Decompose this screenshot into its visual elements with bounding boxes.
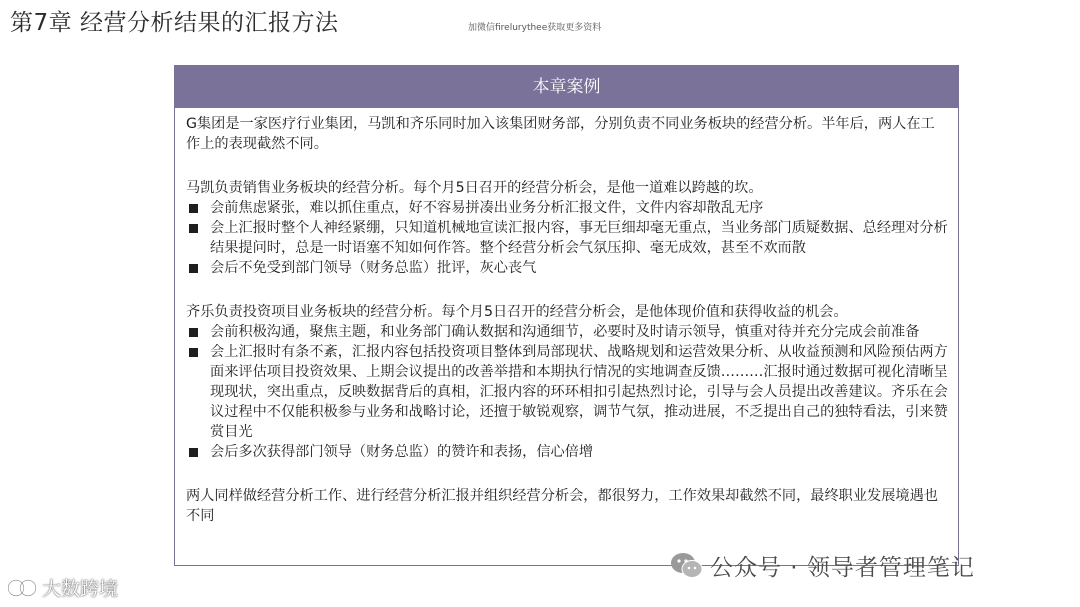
square-bullet-icon — [189, 264, 198, 273]
brand-watermark-text: 大数跨境 — [42, 578, 119, 600]
square-bullet-icon — [189, 328, 198, 337]
brand-watermark — [8, 574, 118, 601]
wechat-icon — [670, 551, 704, 581]
qile-bullet-list — [186, 322, 948, 462]
makai-bullet-list — [186, 198, 948, 278]
makai-lead: 马凯负责销售业务板块的经营分析。每个月5日召开的经营分析会，是他一道难以跨越的坎。 — [186, 180, 763, 196]
case-card — [174, 65, 959, 566]
list-item — [186, 342, 948, 442]
card-body — [175, 108, 958, 526]
conclusion-paragraph: 两人同样做经营分析工作、进行经营分析汇报并组织经营分析会，都很努力，工作效果却截然不同，最终职业发展境遇也不同 — [186, 488, 938, 524]
bullet-text: 会前积极沟通，聚焦主题，和业务部门确认数据和沟通细节，必要时及时请示领导，慎重对待并充分完成会前准备 — [210, 324, 920, 340]
wechat-watermark-text: 公众号 · 领导者管理笔记 — [710, 555, 975, 581]
top-note: 加微信firelurythee获取更多资料 — [468, 23, 602, 33]
bullet-text: 会上汇报时有条不紊，汇报内容包括投资项目整体到局部现状、战略规划和运营效果分析、从收益预测和风险预估两方面来评估项目投资效果、上期会议提出的改善举措和本期执行情况的实地调查反馈………汇报时通过数据可视化清晰呈现现状，突出重点，反映数据背后的真相，汇报内容的环环相扣引起热烈讨论，引导与会人员提出改善建议。齐乐在会议过程中不仅能积极参与业务和战略讨论，还擅于敏锐观察，调节气氛，推动进展，不乏提出自己的独特看法，引来赞赏目光 — [210, 344, 948, 440]
intro-paragraph: G集团是一家医疗行业集团，马凯和齐乐同时加入该集团财务部，分别负责不同业务板块的经营分析。半年后，两人在工作上的表现截然不同。 — [186, 116, 935, 152]
square-bullet-icon — [189, 448, 198, 457]
bullet-text: 会上汇报时整个人神经紧绷，只知道机械地宣读汇报内容，事无巨细却毫无重点，当业务部门质疑数据、总经理对分析结果提问时，总是一时语塞不知如何作答。整个经营分析会气氛压抑、毫无成效，甚至不欢而散 — [210, 220, 948, 256]
chapter-title: 第7章 经营分析结果的汇报方法 — [10, 10, 339, 36]
qile-lead: 齐乐负责投资项目业务板块的经营分析。每个月5日召开的经营分析会，是他体现价值和获得收益的机会。 — [186, 304, 848, 320]
wechat-watermark — [670, 549, 975, 582]
bullet-text: 会后不免受到部门领导（财务总监）批评，灰心丧气 — [210, 260, 537, 276]
list-item — [186, 258, 948, 278]
square-bullet-icon — [189, 224, 198, 233]
list-item — [186, 198, 948, 218]
square-bullet-icon — [189, 204, 198, 213]
bullet-text: 会后多次获得部门领导（财务总监）的赞许和表扬，信心倍增 — [210, 444, 594, 460]
card-title: 本章案例 — [175, 66, 958, 108]
square-bullet-icon — [189, 348, 198, 357]
list-item — [186, 442, 948, 462]
brand-logo-icon — [8, 577, 38, 599]
bullet-text: 会前焦虑紧张，难以抓住重点，好不容易拼凑出业务分析汇报文件，文件内容却散乱无序 — [210, 200, 764, 216]
list-item — [186, 218, 948, 258]
list-item — [186, 322, 948, 342]
